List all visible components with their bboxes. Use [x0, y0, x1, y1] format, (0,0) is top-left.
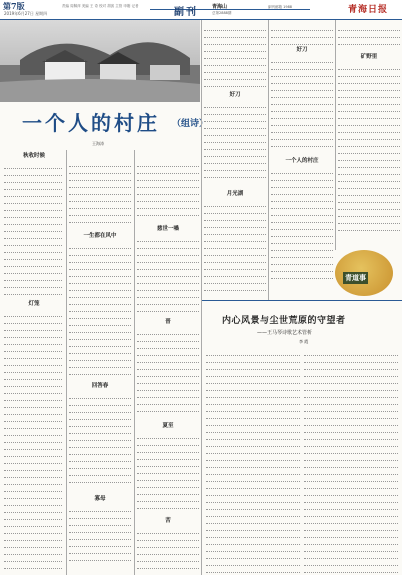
- poem-text: [271, 167, 333, 279]
- poem-text: [338, 63, 400, 231]
- poem-section-title: 好刀: [229, 92, 241, 98]
- column-divider: [134, 150, 135, 575]
- essay-article: [202, 300, 402, 575]
- poem-text: [204, 101, 266, 178]
- poem-text: [137, 432, 199, 509]
- poem-subtitle: （组诗）: [172, 119, 209, 129]
- issue-date: 2019年6月27日 星期四: [4, 11, 48, 16]
- newspaper-logo: 青海日报: [348, 5, 389, 15]
- column-name: 青海山: [212, 4, 228, 10]
- poem-text: [271, 24, 333, 45]
- poem-text: [271, 56, 333, 147]
- section-name: 副刊: [174, 7, 198, 18]
- column-divider: [268, 20, 269, 300]
- column-issue: 总第2888期: [212, 11, 232, 15]
- header-right-info: 副刊邮箱 1988: [268, 5, 293, 9]
- poem-section-title: 回答春: [91, 383, 109, 389]
- poem-section-title: 一个人的村庄: [285, 158, 319, 164]
- poem-text: [338, 24, 400, 45]
- poem-text: [137, 160, 199, 216]
- essay-text: [304, 349, 398, 573]
- poem-section-title: 晋: [165, 319, 171, 325]
- poem-section-title: 一生都在风中: [83, 233, 117, 239]
- poem-author: 王海涛: [92, 141, 104, 146]
- poem-text: [4, 162, 62, 295]
- poem-section-title: 慈世一嗓: [156, 226, 179, 232]
- poem-text: [204, 24, 266, 87]
- poem-section-title: 矿野里: [360, 54, 378, 60]
- essay-author: 李 霞: [299, 339, 309, 344]
- essay-subtitle: ——王马琴诗歌艺术管析: [257, 330, 313, 336]
- poem-text: [204, 200, 266, 291]
- poem-text: [137, 235, 199, 312]
- poem-text: [69, 392, 131, 483]
- page-header: [0, 0, 402, 20]
- poem-text: [137, 328, 199, 412]
- poem-text: [137, 527, 199, 569]
- village-photo: [0, 20, 200, 102]
- poem-text: [4, 310, 62, 569]
- poem-section-title: 苦: [165, 518, 171, 524]
- column-badge: 青道事: [345, 273, 366, 282]
- poem-section-title: 秋收时候: [22, 153, 45, 159]
- column-divider: [335, 20, 336, 250]
- page-number: 第7版: [3, 1, 25, 11]
- poem-text: [69, 242, 131, 375]
- poem-section-title: 灯笼: [28, 301, 40, 307]
- poem-text: [69, 505, 131, 561]
- essay-title: 内心风景与尘世荒原的守望者: [222, 316, 346, 326]
- column-divider: [66, 150, 67, 575]
- editor-info: 责编 周佩萍 美编 王 奇 校对 胡滨 主管 申刚 记者: [62, 4, 139, 8]
- poem-section-title: 寡母: [94, 496, 106, 502]
- poem-text: [69, 160, 131, 223]
- poem-section-title: 好刀: [296, 47, 308, 53]
- poem-section-title: 夏至: [162, 423, 174, 429]
- poem-section-title: 月光湖: [226, 191, 244, 197]
- poem-title: 一个人的村庄: [22, 111, 160, 135]
- essay-text: [206, 349, 300, 573]
